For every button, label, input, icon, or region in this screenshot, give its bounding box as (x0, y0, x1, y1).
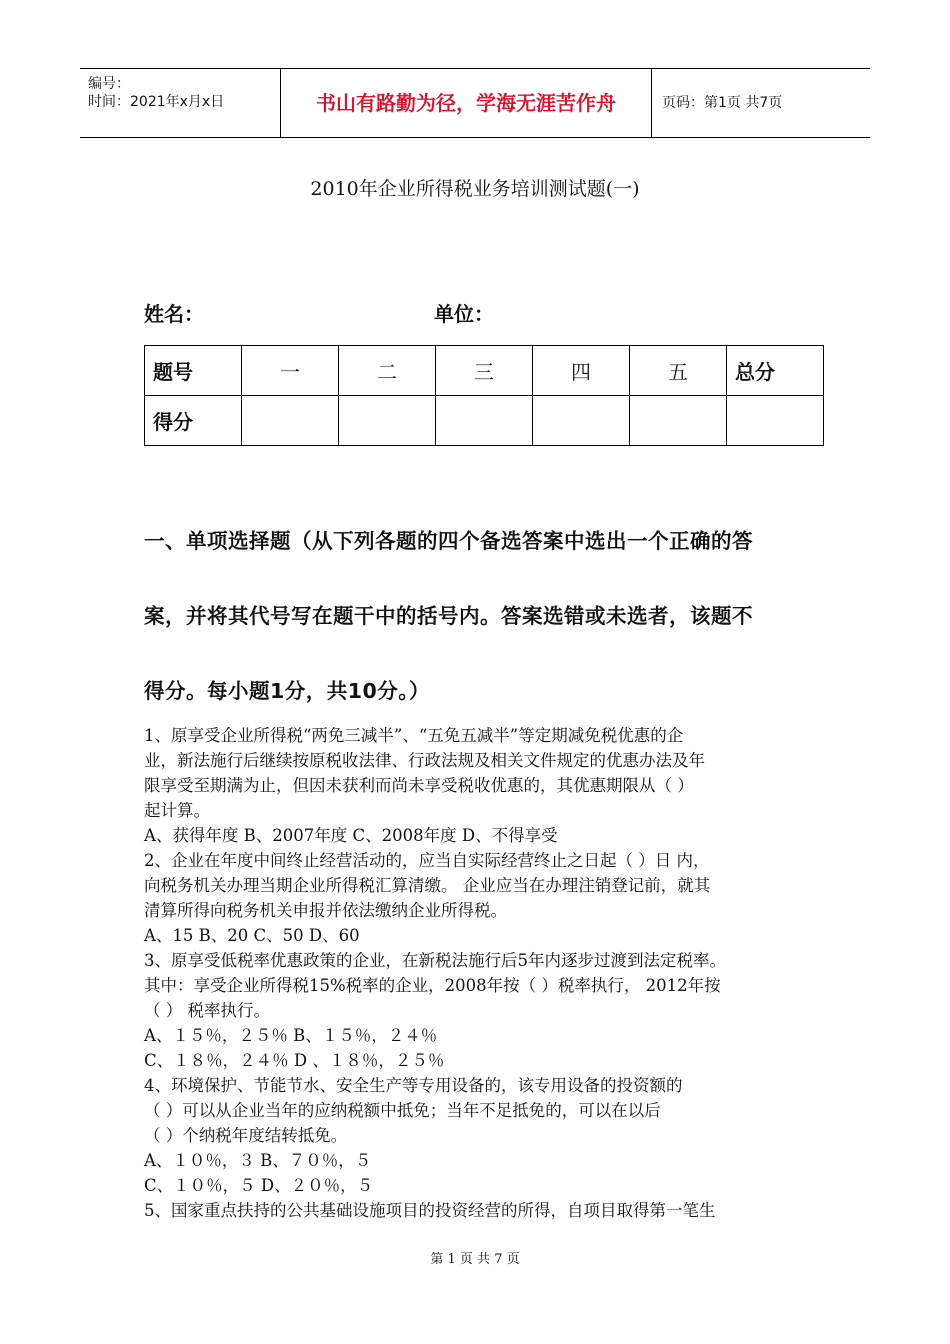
header-motto: 书山有路勤为径，学海无涯苦作舟 (281, 69, 652, 137)
question-line: 1、原享受企业所得税“两免三减半”、“五免五减半”等定期减免税优惠的企 (144, 726, 684, 745)
score-row-label: 得分 (145, 396, 242, 446)
document-title: 2010年企业所得税业务培训测试题(一) (310, 178, 640, 200)
score-header-label: 题号 (145, 346, 242, 396)
score-header-row (145, 346, 824, 396)
question-line: 向税务机关办理当期企业所得税汇算清缴。 企业应当在办理注销登记前，就其 (144, 876, 711, 895)
score-col-3: 三 (436, 346, 533, 396)
score-value-row (145, 396, 824, 446)
question-line: A、获得年度 B、2007年度 C、2008年度 D、不得享受 (144, 826, 558, 845)
score-col-total: 总分 (727, 346, 824, 396)
page-footer: 第 1 页 共 7 页 (430, 1252, 520, 1267)
score-table (144, 345, 824, 446)
score-cell[interactable] (630, 396, 727, 446)
score-col-2: 二 (339, 346, 436, 396)
unit-label: 单位： (434, 302, 494, 326)
page-header (80, 68, 870, 138)
question-line: 起计算。 (144, 801, 210, 820)
question-line: 清算所得向税务机关申报并依法缴纳企业所得税。 (144, 901, 507, 920)
question-line: A、１５％，２５％ B、１５％，２４％ (144, 1026, 438, 1045)
question-line: 限享受至期满为止，但因未获利而尚未享受税收优惠的，其优惠期限从（ ） (144, 776, 694, 795)
question-line: （ ） 税率执行。 (144, 1001, 270, 1020)
score-col-5: 五 (630, 346, 727, 396)
question-line: 2、企业在年度中间终止经营活动的，应当自实际经营终止之日起（ ）日 内， (144, 851, 710, 870)
question-line: 4、环境保护、节能节水、安全生产等专用设备的，该专用设备的投资额的 (144, 1076, 683, 1095)
page-info: 页码：第1页 共7页 (662, 95, 783, 111)
question-line: 业，新法施行后继续按原税收法律、行政法规及相关文件规定的优惠办法及年 (144, 751, 705, 770)
question-line: 5、国家重点扶持的公共基础设施项目的投资经营的所得，自项目取得第一笔生 (144, 1201, 716, 1220)
score-col-1: 一 (242, 346, 339, 396)
score-cell[interactable] (242, 396, 339, 446)
score-cell[interactable] (436, 396, 533, 446)
time-label: 时间：2021年x月x日 (88, 94, 225, 110)
section-heading-line-3: 得分。每小题1分，共10分。） (144, 679, 431, 703)
section-heading-line-1: 一、单项选择题（从下列各题的四个备选答案中选出一个正确的答 (144, 529, 753, 553)
number-label: 编号： (88, 76, 130, 92)
header-meta (80, 69, 281, 137)
question-line: C、１０％，５ D、２０％，５ (144, 1176, 374, 1195)
name-label: 姓名： (144, 302, 204, 326)
section-heading-line-2: 案，并将其代号写在题干中的括号内。答案选错或未选者，该题不 (144, 604, 753, 628)
question-line: C、１８％，２４％ D 、１８％，２５％ (144, 1051, 445, 1070)
question-line: 3、原享受低税率优惠政策的企业，在新税法施行后5年内逐步过渡到法定税率。 (144, 951, 726, 970)
question-line: A、１０％，３ B、７０％，５ (144, 1151, 372, 1170)
score-col-4: 四 (533, 346, 630, 396)
question-line: （ ）个纳税年度结转抵免。 (144, 1126, 348, 1145)
score-cell[interactable] (533, 396, 630, 446)
score-cell[interactable] (339, 396, 436, 446)
question-line: （ ）可以从企业当年的应纳税额中抵免；当年不足抵免的，可以在以后 (144, 1101, 661, 1120)
question-line: 其中：享受企业所得税15%税率的企业，2008年按（ ）税率执行， 2012年按 (144, 976, 721, 995)
question-line: A、15 B、20 C、50 D、60 (144, 926, 360, 945)
score-cell[interactable] (727, 396, 824, 446)
